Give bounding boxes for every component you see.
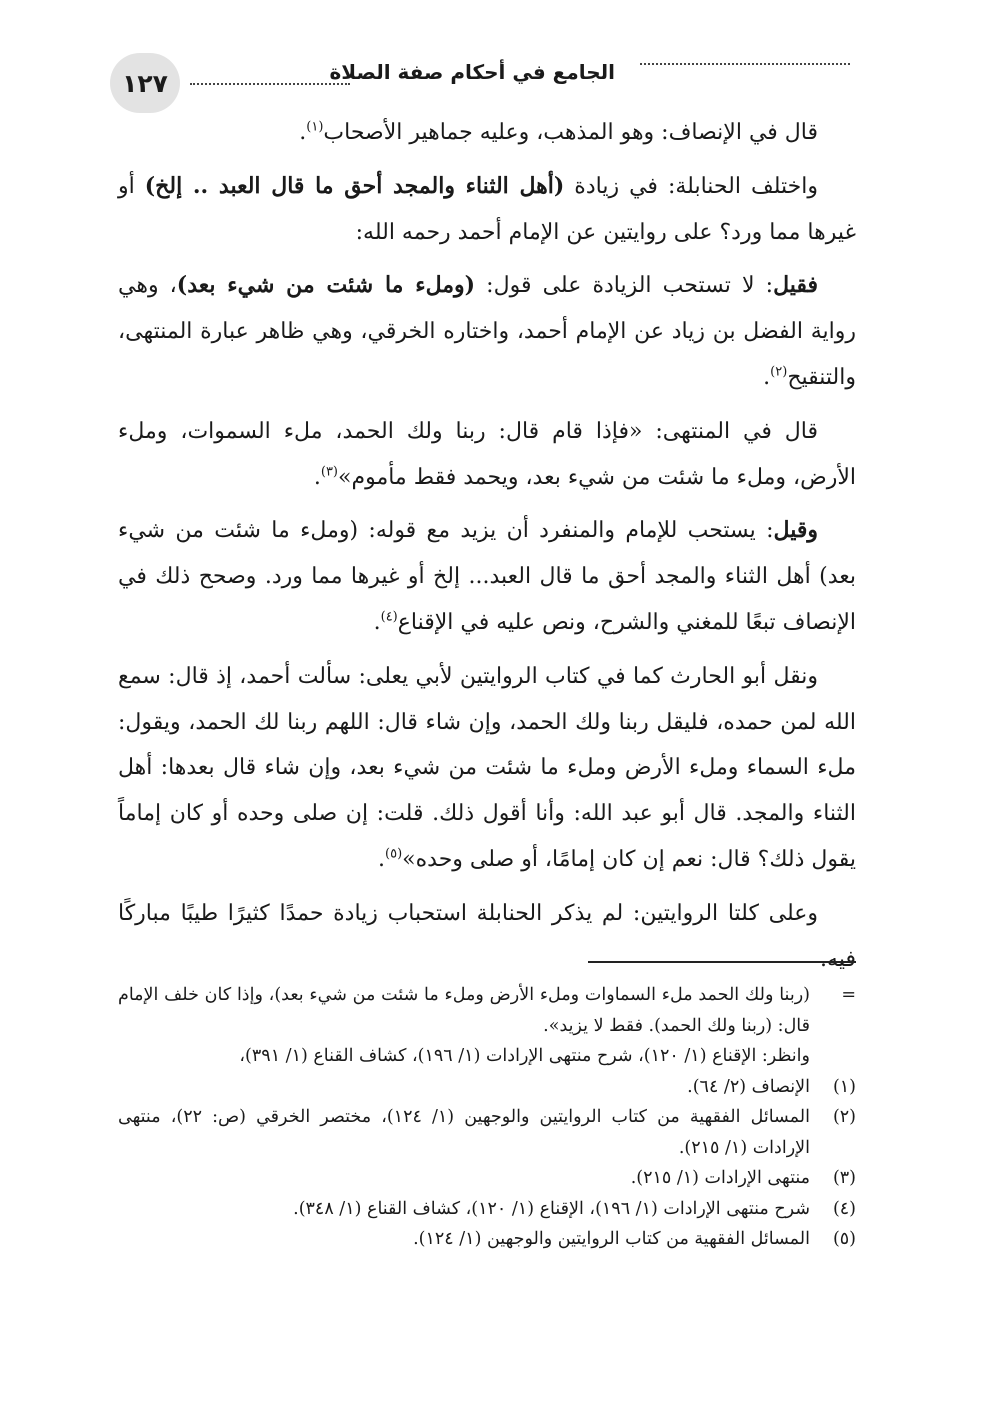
footnote-text: الإنصاف (٢/ ٦٤). (687, 1076, 810, 1097)
paragraph: وقيل: يستحب للإمام والمنفرد أن يزيد مع قوله: (وملء ما شئت من شيء بعد) أهل الثناء والمجد أحق ما قال العبد... إلخ أو غيرها مما ورد. وصحح ذلك في الإنصاف تبعًا للمغني والشرح، ونص عليه في الإقناع$^{(٤)}$. (118, 517, 857, 635)
footnote (118, 1072, 856, 1103)
page-number: ١٢٧ (110, 53, 180, 113)
running-header (100, 40, 852, 100)
footnotes (118, 980, 856, 1255)
footnote-mark: (١) (832, 1076, 856, 1097)
footnote-mark: (٣) (832, 1168, 856, 1188)
footnote-ref[interactable]: (٤) (380, 609, 398, 625)
footnote-mark: (٥) (832, 1229, 856, 1249)
footnote-separator (588, 961, 856, 963)
footnote-ref[interactable]: (٢) (770, 364, 788, 380)
footnote-text: المسائل الفقهية من كتاب الروايتين والوجهين (١/ ١٢٤). (413, 1229, 810, 1249)
footnote (118, 1102, 856, 1163)
footnote-mark: (٢) (832, 1107, 856, 1127)
footnote-continuation (118, 980, 856, 1041)
paragraph: قال في الإنصاف: وهو المذهب، وعليه جماهير الأصحاب$^{(١)}$. (299, 119, 818, 145)
footnote-mark: = (841, 985, 856, 1005)
paragraph: ونقل أبو الحارث كما في كتاب الروايتين لأبي يعلى: سألت أحمد، إذ قال: سمع الله لمن حمده، فليقل ربنا ولك الحمد، وإن شاء قال: اللهم ربنا لك الحمد، ويقول: ملء السماء وملء الأرض وملء ما شئت من شيء بعد، وإن شاء قال بعدها: أهل الثناء والمجد. قال أبو عبد الله: وأنا أقول ذلك. قلت: إن صلى وحده أو كان إماماً يقول ذلك؟ قال: نعم إن كان إمامًا، أو صلى وحده»$^{(٥)}$. (118, 663, 856, 872)
footnote-ref[interactable]: (٣) (320, 464, 338, 480)
footnote-text: (ربنا ولك الحمد ملء السماوات وملء الأرض وملء ما شئت من شيء بعد)، وإذا كان خلف الإمام قال: (ربنا ولك الحمد). فقط لا يزيد». (118, 985, 810, 1036)
footnote (118, 1224, 856, 1255)
footnote-text: شرح منتهى الإرادات (١/ ١٩٦)، الإقناع (١/ ١٢٠)، كشاف القناع (١/ ٣٤٨). (293, 1198, 810, 1219)
paragraph: قال في المنتهى: «فإذا قام قال: ربنا ولك الحمد، ملء السموات، وملء الأرض، وملء ما شئت من شيء بعد، ويحمد فقط مأموم»$^{(٣)}$. (118, 418, 856, 490)
footnote-text: منتهى الإرادات (١/ ٢١٥). (630, 1168, 810, 1188)
footnote-ref[interactable]: (١) (306, 119, 324, 135)
paragraph: وعلى كلتا الروايتين: لم يذكر الحنابلة استحباب زيادة حمدًا كثيرًا طيبًا مباركًا فيه. (118, 900, 856, 972)
footnote-mark: (٤) (832, 1198, 856, 1219)
main-text (118, 110, 856, 982)
footnote (118, 1163, 856, 1194)
footnote-text: وانظر: الإقناع (١/ ١٢٠)، شرح منتهى الإرادات (١/ ١٩٦)، كشاف القناع (١/ ٣٩١)، (239, 1046, 810, 1066)
paragraph: فقيل: لا تستحب الزيادة على قول: (وملء ما شئت من شيء بعد)، وهي رواية الفضل بن زياد عن الإمام أحمد، واختاره الخرقي، وهي ظاهر عبارة المنتهى، والتنقيح$^{(٢)}$. (118, 272, 856, 390)
running-title: الجامع في أحكام صفة الصلاة (329, 60, 615, 84)
footnote-text: المسائل الفقهية من كتاب الروايتين والوجهين (١/ ١٢٤)، مختصر الخرقي (ص: ٢٢)، منتهى الإرادات (١/ ٢١٥). (118, 1107, 810, 1158)
footnote-ref[interactable]: (٥) (385, 846, 403, 862)
header-dotted-rule-left (190, 83, 350, 85)
header-dotted-rule-right (640, 63, 850, 65)
paragraph: واختلف الحنابلة: في زيادة (أهل الثناء والمجد أحق ما قال العبد .. إلخ) أو غيرها مما ورد؟ على روايتين عن الإمام أحمد رحمه الله: (118, 172, 856, 245)
footnote (118, 1194, 856, 1225)
